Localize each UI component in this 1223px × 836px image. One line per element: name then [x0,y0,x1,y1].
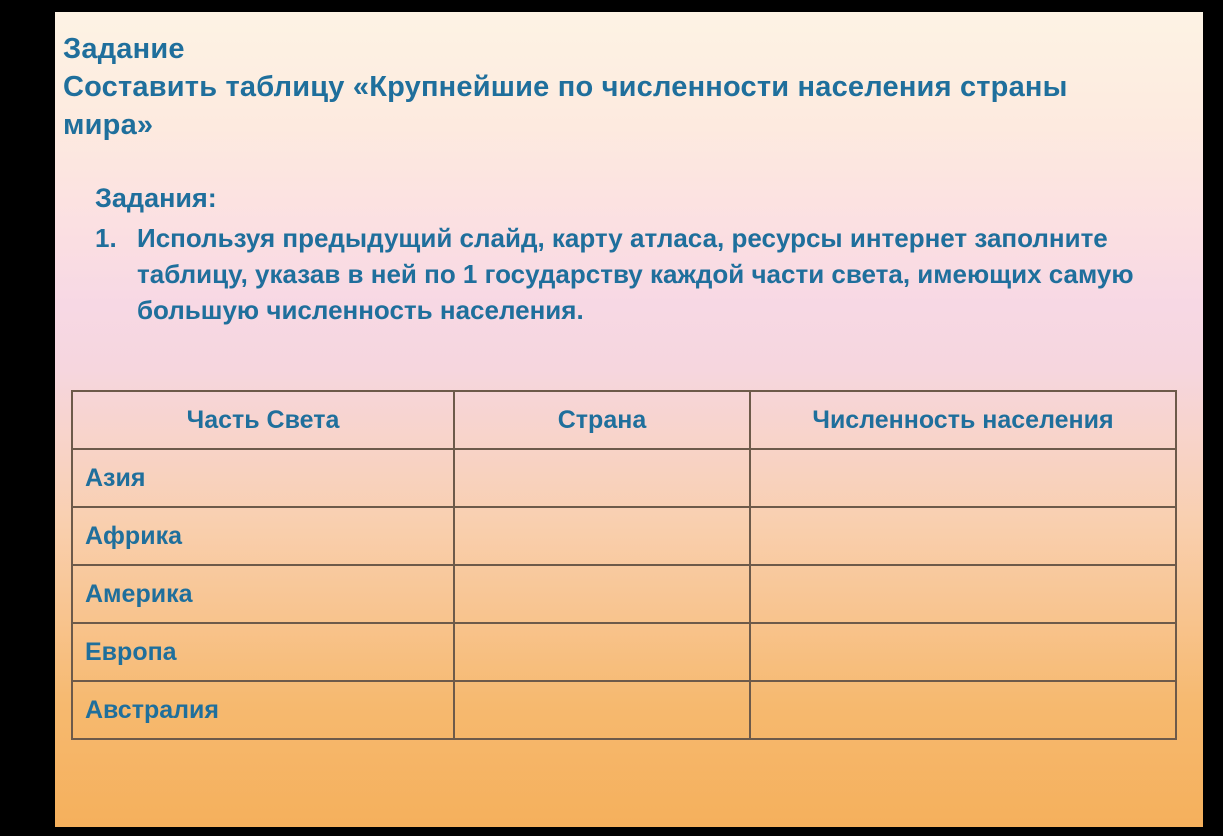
cell-region: Австралия [72,681,454,739]
column-header-region: Часть Света [72,391,454,449]
cell-country[interactable] [454,623,750,681]
page-subtitle-line-1: Составить таблицу «Крупнейшие по численности населения страны [63,71,1068,103]
population-table [71,390,1177,740]
slide-canvas [55,12,1203,827]
title-block [63,30,1173,144]
table-row [72,681,1176,739]
list-item-label: Используя предыдущий слайд, карту атласа, ресурсы интернет заполните таблицу, указав в ней по 1 государству каждой части света, имеющих самую большую численность населения. [137,223,1134,325]
table-row [72,507,1176,565]
cell-region: Африка [72,507,454,565]
cell-region: Азия [72,449,454,507]
cell-population[interactable] [750,449,1176,507]
cell-country[interactable] [454,449,750,507]
list-item-number: 1. [95,223,117,253]
cell-population[interactable] [750,681,1176,739]
table-wrapper [71,390,1175,740]
cell-region: Европа [72,623,454,681]
table-row [72,623,1176,681]
column-header-population: Численность населения [750,391,1176,449]
cell-region: Америка [72,565,454,623]
tasks-heading: Задания: [95,183,217,213]
table-row [72,565,1176,623]
page-subtitle-line-2: мира» [63,109,154,141]
table-header-row [72,391,1176,449]
column-header-country: Страна [454,391,750,449]
cell-population[interactable] [750,623,1176,681]
page-title: Задание [63,33,185,65]
list-item [95,220,1175,328]
cell-country[interactable] [454,565,750,623]
cell-population[interactable] [750,565,1176,623]
table-row [72,449,1176,507]
cell-population[interactable] [750,507,1176,565]
cell-country[interactable] [454,681,750,739]
cell-country[interactable] [454,507,750,565]
tasks-block [95,180,1175,328]
